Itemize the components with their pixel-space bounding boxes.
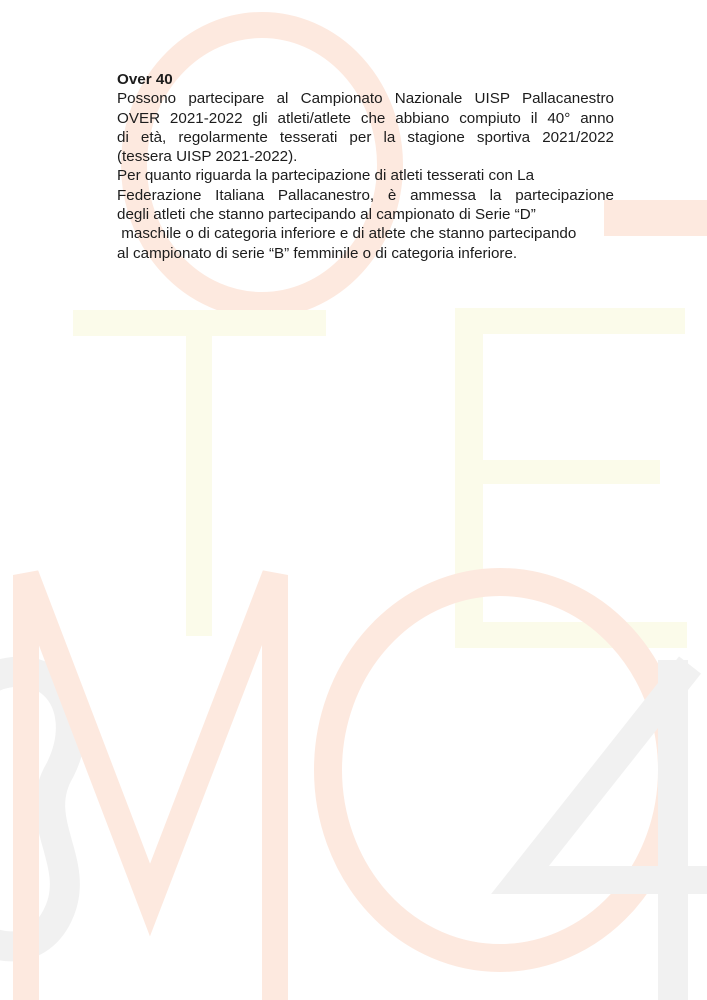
paragraph-line: degli atleti che stanno partecipando al campionato di Serie “D” xyxy=(117,206,536,224)
paragraph-line: di età, regolarmente tesserati per la stagione sportiva 2021/2022 xyxy=(117,128,614,146)
document-body xyxy=(117,70,614,263)
paragraph-line: al campionato di serie “B” femminile o di categoria inferiore. xyxy=(117,244,518,262)
paragraph-line: OVER 2021-2022 gli atleti/atlete che abbiano compiuto il 40° anno xyxy=(117,109,614,127)
section-heading: Over 40 xyxy=(117,71,173,88)
bg-bar-right xyxy=(604,200,707,236)
paragraph-line: Possono partecipare al Campionato Nazionale UISP Pallacanestro xyxy=(117,90,614,108)
paragraph-line: Per quanto riguarda la partecipazione di atleti tesserati con La xyxy=(117,167,535,185)
paragraph-line: Federazione Italiana Pallacanestro, è ammessa la partecipazione xyxy=(117,186,614,204)
bg-digit-4-stem xyxy=(658,660,688,1000)
bg-letter-e-middle xyxy=(455,460,660,484)
paragraph-eligibility xyxy=(117,89,614,166)
paragraph-line: (tessera UISP 2021-2022). xyxy=(117,148,298,166)
bg-letter-e-top xyxy=(455,308,685,334)
bg-letter-e-bottom xyxy=(455,622,687,648)
bg-letter-t-stem xyxy=(186,336,212,636)
bg-letter-t-bar xyxy=(73,310,326,336)
paragraph-line: maschile o di categoria inferiore e di atlete che stanno partecipando xyxy=(117,225,577,243)
paragraph-fip-athletes xyxy=(117,166,614,262)
